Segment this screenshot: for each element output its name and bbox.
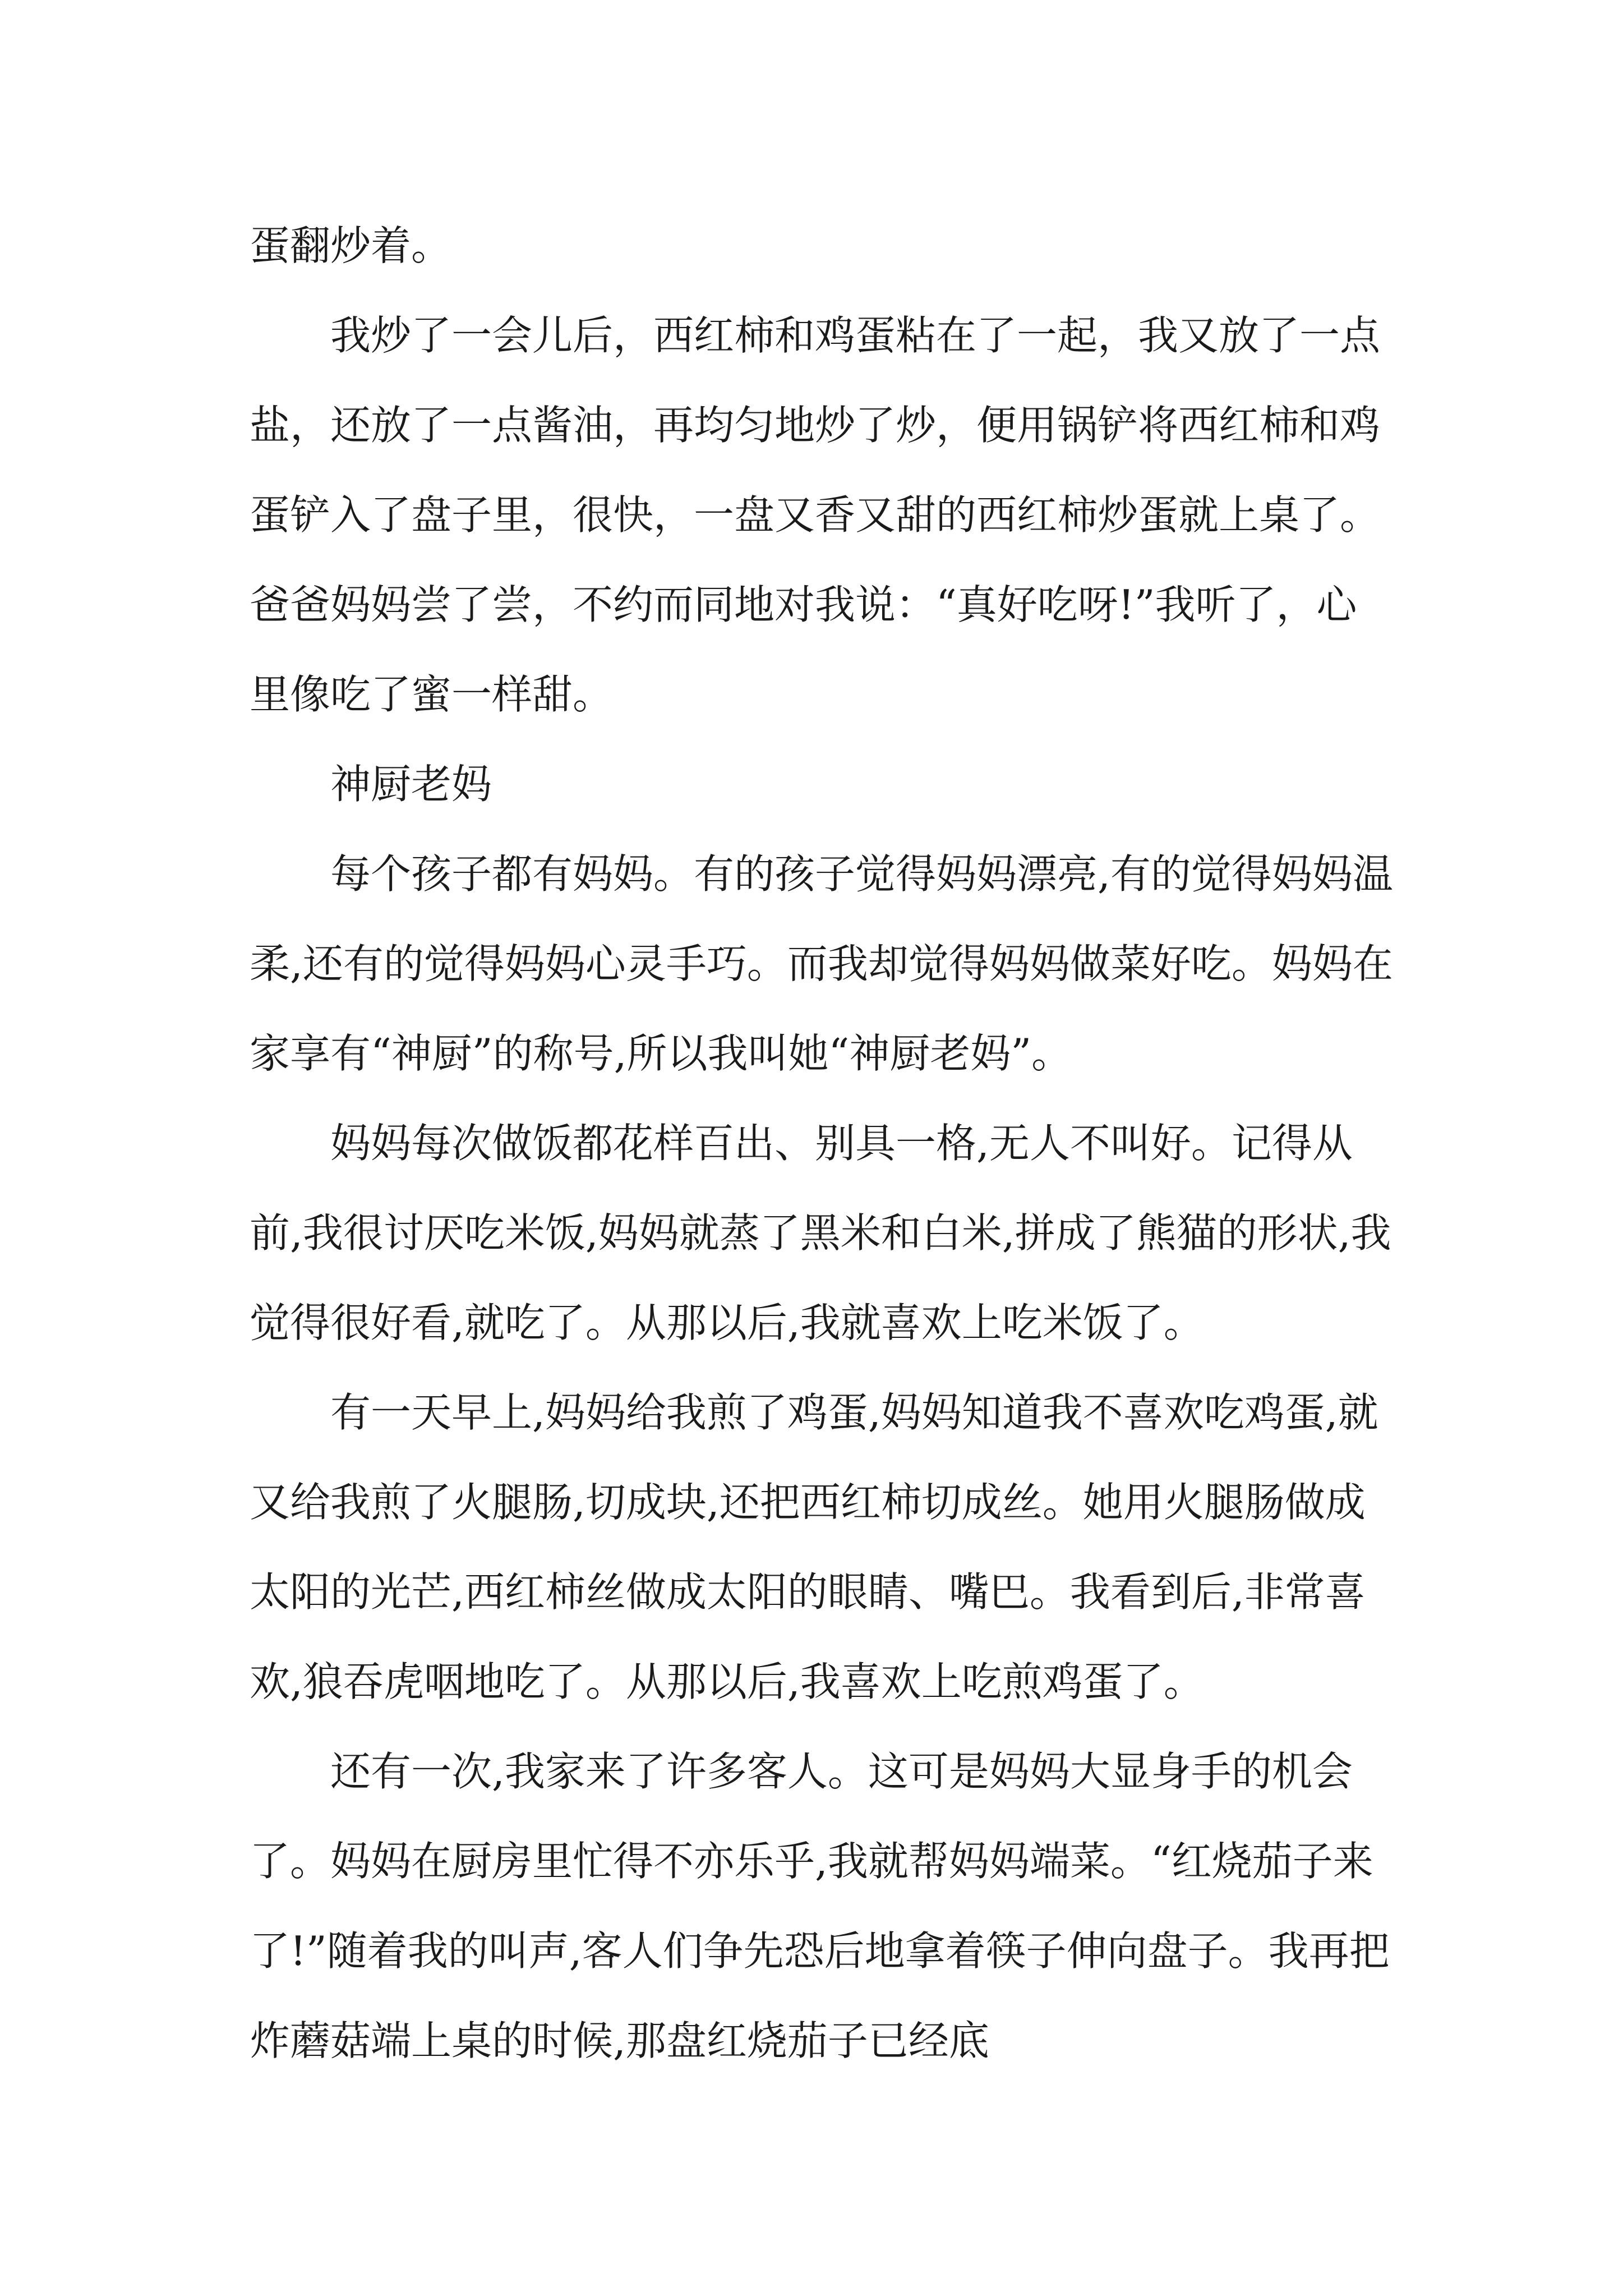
paragraph-cooking-finish: 我炒了一会儿后，西红柿和鸡蛋粘在了一起，我又放了一点盐，还放了一点酱油，再均匀地炒了炒，便用锅铲将西红柿和鸡蛋铲入了盘子里，很快，一盘又香又甜的西红柿炒蛋就上桌了。爸爸妈妈尝了尝，不约而同地对我说：“真好吃呀!”我听了，心里像吃了蜜一样甜。 xyxy=(250,312,1381,718)
paragraph-intro: 每个孩子都有妈妈。有的孩子觉得妈妈漂亮,有的觉得妈妈温柔,还有的觉得妈妈心灵手巧。而我却觉得妈妈做菜好吃。妈妈在家享有“神厨”的称号,所以我叫她“神厨老妈”。 xyxy=(250,850,1393,1077)
document-body xyxy=(250,201,1396,2086)
essay-title: 神厨老妈 xyxy=(330,761,492,808)
paragraph-eggs: 有一天早上,妈妈给我煎了鸡蛋,妈妈知道我不喜欢吃鸡蛋,就又给我煎了火腿肠,切成块,还把西红柿切成丝。她用火腿肠做成太阳的光芒,西红柿丝做成太阳的眼睛、嘴巴。我看到后,非常喜欢,狼吞虎咽地吃了。从那以后,我喜欢上吃煎鸡蛋了。 xyxy=(250,1389,1378,1705)
paragraph-rice: 妈妈每次做饭都花样百出、别具一格,无人不叫好。记得从前,我很讨厌吃米饭,妈妈就蒸了黑米和白米,拼成了熊猫的形状,我觉得很好看,就吃了。从那以后,我就喜欢上吃米饭了。 xyxy=(250,1120,1391,1346)
paragraph-continued: 蛋翻炒着。 xyxy=(250,222,452,269)
paragraph-guests: 还有一次,我家来了许多客人。这可是妈妈大显身手的机会了。妈妈在厨房里忙得不亦乐乎,我就帮妈妈端菜。“红烧茄子来了!”随着我的叫声,客人们争先恐后地拿着筷子伸向盘子。我再把炸蘑菇端上桌的时候,那盘红烧茄子已经底 xyxy=(250,1748,1390,2064)
